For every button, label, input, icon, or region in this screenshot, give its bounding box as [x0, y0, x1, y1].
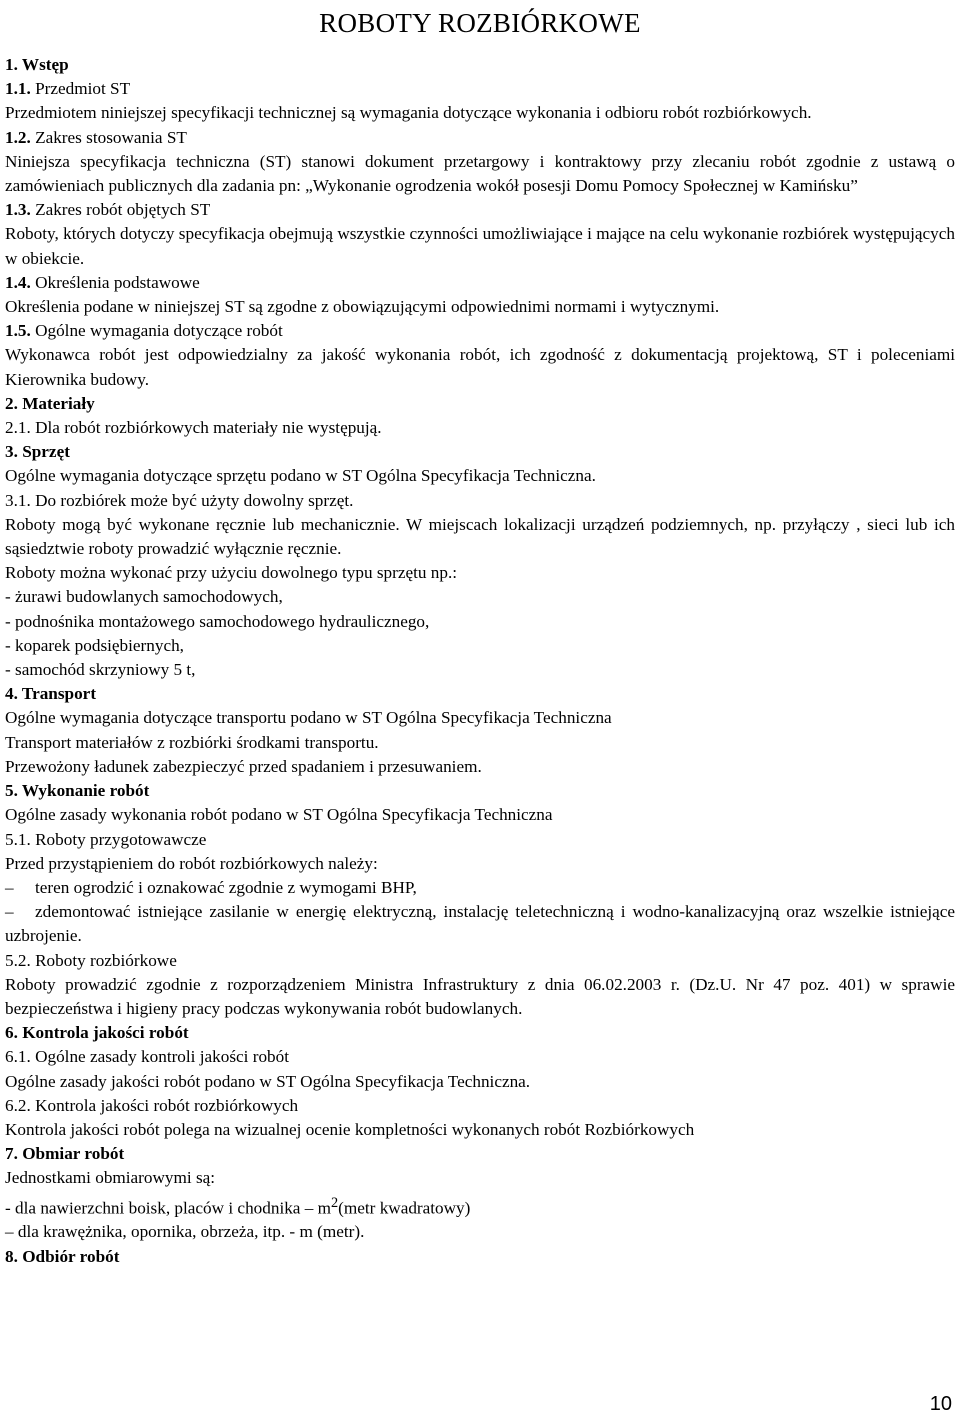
paragraph-4-intro: Ogólne wymagania dotyczące transportu podano w ST Ogólna Specyfikacja Techniczna: [5, 708, 612, 728]
subsection-1-2-heading: 1.2. Zakres stosowania ST: [5, 127, 187, 147]
paragraph-6-1: Ogólne zasady jakości robót podano w ST Ogólna Specyfikacja Techniczna.: [5, 1071, 531, 1091]
list-item: – dla krawężnika, opornika, obrzeża, itp. - m (metr).: [5, 1222, 365, 1242]
subsection-6-2-heading: 6.2. Kontrola jakości robót rozbiórkowych: [5, 1095, 299, 1115]
paragraph-2-1: 2.1. Dla robót rozbiórkowych materiały nie występują.: [5, 418, 382, 438]
subsection-5-2-heading: 5.2. Roboty rozbiórkowe: [5, 950, 177, 970]
paragraph-4-load: Przewożony ładunek zabezpieczyć przed spadaniem i przesuwaniem.: [5, 756, 482, 776]
paragraph-5-before: Przed przystąpieniem do robót rozbiórkowych należy:: [5, 853, 378, 873]
section-6-heading: 6. Kontrola jakości robót: [5, 1023, 189, 1043]
paragraph-1-5: Wykonawca robót jest odpowiedzialny za jakość wykonania robót, ich zgodność z dokumentacją projektową, ST i poleceniami Kierownika budowy.: [5, 345, 955, 389]
paragraph-3-methods: Roboty mogą być wykonane ręcznie lub mechanicznie. W miejscach lokalizacji urządzeń podziemnych, np. przyłączy , sieci lub ich sąsiedztwie roboty prowadzić wyłącznie ręcznie.: [5, 514, 955, 559]
list-item: - koparek podsiębiernych,: [5, 635, 184, 655]
paragraph-1-2: Niniejsza specyfikacja techniczna (ST) stanowi dokument przetargowy i kontraktowy przy zlecaniu robót zgodnie z ustawą o zamówieniach publicznych dla zadania pn: „Wykonanie ogrodzenia wokół posesji Domu Pomocy Społecznej w Kamińsku”: [5, 151, 955, 196]
subsection-1-4-heading: 1.4. Określenia podstawowe: [5, 272, 200, 292]
section-4-heading: 4. Transport: [5, 684, 97, 704]
paragraph-7-units: Jednostkami obmiarowymi są:: [5, 1168, 216, 1188]
subsection-5-1-heading: 5.1. Roboty przygotowawcze: [5, 829, 207, 849]
subsection-1-5-heading: 1.5. Ogólne wymagania dotyczące robót: [5, 321, 283, 341]
document-page: [5, 0, 955, 1269]
list-item: - żurawi budowlanych samochodowych,: [5, 587, 283, 607]
paragraph-1-4: Określenia podane w niniejszej ST są zgodne z obowiązującymi odpowiednimi normami i wytycznymi.: [5, 297, 720, 317]
paragraph-6-2: Kontrola jakości robót polega na wizualnej ocenie kompletności wykonanych robót Rozbiórkowych: [5, 1119, 695, 1139]
dash-marker: –: [5, 877, 14, 897]
document-body: [5, 53, 955, 1269]
section-7-heading: 7. Obmiar robót: [5, 1144, 125, 1164]
subsection-1-3-heading: 1.3. Zakres robót objętych ST: [5, 200, 211, 220]
paragraph-3-equipment: Roboty można wykonać przy użyciu dowolnego typu sprzętu np.:: [5, 563, 458, 583]
subsection-6-1-heading: 6.1. Ogólne zasady kontroli jakości robót: [5, 1047, 290, 1067]
paragraph-1-1: Przedmiotem niniejszej specyfikacji technicznej są wymagania dotyczące wykonania i odbioru robót rozbiórkowych.: [5, 103, 812, 123]
page-number: 10: [929, 1393, 952, 1415]
list-item: – teren ogrodzić i oznakować zgodnie z wymogami BHP,: [5, 876, 955, 900]
paragraph-5-2: Roboty prowadzić zgodnie z rozporządzeniem Ministra Infrastruktury z dnia 06.02.2003 r. (Dz.U. Nr 47 poz. 401) w sprawie bezpieczeństwa i higieny pracy podczas wykonywania robót budowlanych.: [5, 974, 955, 1018]
subsection-1-1-heading: 1.1. Przedmiot ST: [5, 79, 131, 99]
section-1-heading: 1. Wstęp: [5, 55, 69, 74]
list-item: - podnośnika montażowego samochodowego hydraulicznego,: [5, 611, 430, 631]
paragraph-3-intro: Ogólne wymagania dotyczące sprzętu podano w ST Ogólna Specyfikacja Techniczna.: [5, 466, 596, 486]
paragraph-3-1: 3.1. Do rozbiórek może być użyty dowolny sprzęt.: [5, 490, 354, 510]
section-5-heading: 5. Wykonanie robót: [5, 781, 150, 801]
paragraph-5-intro: Ogólne zasady wykonania robót podano w ST Ogólna Specyfikacja Techniczna: [5, 805, 553, 825]
list-item: - dla nawierzchni boisk, placów i chodnika – $m^2(metr$ kwadratowy): [5, 1194, 471, 1218]
paragraph-4-transport: Transport materiałów z rozbiórki środkami transportu.: [5, 732, 379, 752]
section-8-heading: 8. Odbiór robót: [5, 1246, 120, 1266]
list-item: - samochód skrzyniowy 5 t,: [5, 660, 196, 680]
section-2-heading: 2. Materiały: [5, 393, 95, 413]
list-item: – zdemontować istniejące zasilanie w energię elektryczną, instalację teletechniczną i wodno-kanalizacyjną oraz wszelkie istniejące uzbrojenie.: [5, 902, 955, 946]
document-title: ROBOTY ROZBIÓRKOWE: [319, 8, 641, 38]
section-3-heading: 3. Sprzęt: [5, 442, 70, 462]
dash-marker: –: [5, 902, 14, 922]
paragraph-1-3: Roboty, których dotyczy specyfikacja obejmują wszystkie czynności umożliwiające i mające na celu wykonanie rozbiórek występujących w obiekcie.: [5, 224, 955, 268]
